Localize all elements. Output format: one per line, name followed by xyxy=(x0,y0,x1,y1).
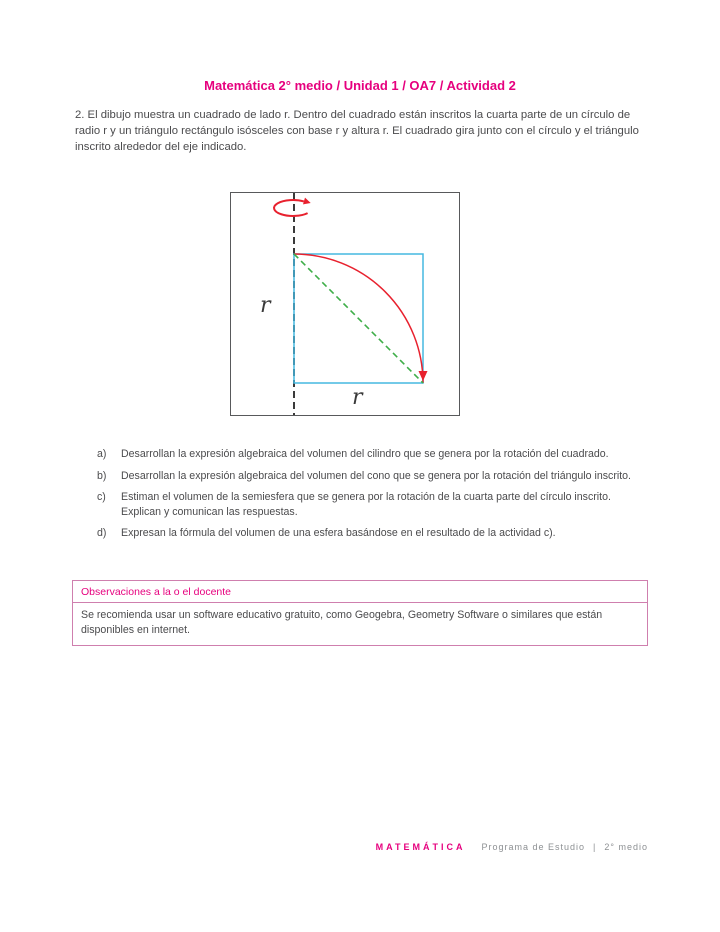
task-item-b xyxy=(97,469,653,484)
radius-label-bottom: r xyxy=(352,385,363,410)
task-text: Estiman el volumen de la semiesfera que se genera por la rotación de la cuarta parte del círculo inscrito. Explican y comunican las respuestas. xyxy=(121,491,611,518)
teacher-note-box xyxy=(72,580,648,646)
rotation-figure xyxy=(230,192,460,416)
task-text: Desarrollan la expresión algebraica del volumen del cilindro que se genera por la rotación del cuadrado. xyxy=(121,448,609,460)
page-footer xyxy=(376,842,648,852)
footer-program: Programa de Estudio xyxy=(481,842,586,852)
task-label: d) xyxy=(97,527,107,540)
note-box-title: Observaciones a la o el docente xyxy=(73,581,647,603)
task-text: Desarrollan la expresión algebraica del volumen del cono que se genera por la rotación del triángulo inscrito. xyxy=(121,469,631,482)
task-text: Expresan la fórmula del volumen de una esfera basándose en el resultado de la actividad c). xyxy=(121,527,556,540)
rotation-arrow-icon xyxy=(274,198,311,216)
task-label: c) xyxy=(97,491,106,504)
footer-grade: 2° medio xyxy=(604,842,648,852)
radius-label-left: r xyxy=(260,293,271,318)
task-label: b) xyxy=(97,469,107,482)
footer-meta xyxy=(481,842,648,852)
task-item-d xyxy=(97,526,653,541)
task-item-a xyxy=(97,447,653,462)
task-list xyxy=(97,447,653,548)
task-item-c xyxy=(97,490,653,519)
triangle-hypotenuse-line xyxy=(294,254,423,383)
footer-brand: MATEMÁTICA xyxy=(375,842,466,852)
quarter-circle-arc xyxy=(294,254,428,383)
activity-statement: 2. El dibujo muestra un cuadrado de lado r. Dentro del cuadrado están inscritos la cuarta parte de un círculo de radio r y un triángulo rectángulo isósceles con base r y altura r. El cuadrado gira junto con el círculo y el triángulo inscrito alrededor del eje indicado. xyxy=(75,109,639,154)
page-title: Matemática 2° medio / Unidad 1 / OA7 / Actividad 2 xyxy=(204,78,516,93)
task-label: a) xyxy=(97,448,107,460)
note-box-body: Se recomienda usar un software educativo gratuito, como Geogebra, Geometry Software o similares que están disponibles en internet. xyxy=(81,609,603,636)
footer-separator: | xyxy=(593,842,597,852)
